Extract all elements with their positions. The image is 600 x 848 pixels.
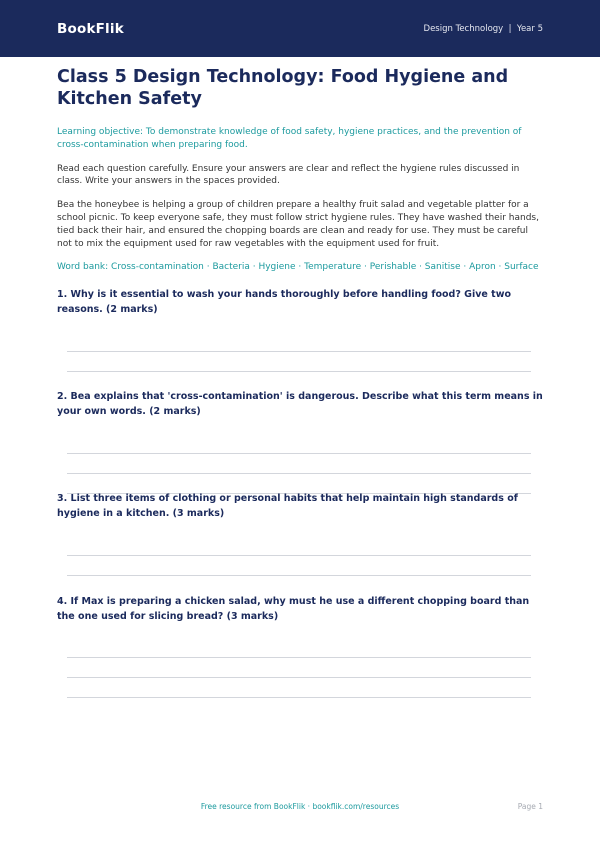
worksheet-intro [57, 66, 543, 274]
question-3 [57, 492, 543, 521]
header-bar [0, 0, 600, 57]
answer-line[interactable] [67, 575, 531, 576]
answer-line[interactable] [67, 351, 531, 352]
question-text: 2. Bea explains that 'cross-contamination' is dangerous. Describe what this term means in your own words. (2 marks) [57, 391, 543, 417]
question-1 [57, 288, 543, 317]
answer-line[interactable] [67, 677, 531, 678]
breadcrumb-subject: Design Technology [423, 23, 504, 34]
question-4 [57, 595, 543, 624]
answer-line[interactable] [67, 657, 531, 658]
answer-line[interactable] [67, 697, 531, 698]
scenario-text: Bea the honeybee is helping a group of children prepare a healthy fruit salad and vegetable platter for a school picnic. To keep everyone safe, they must follow strict hygiene rules. They have washed their hands, tied back their hair, and ensured the chopping boards are clean and ready for use. They must be careful not to mix the equipment used for raw vegetables with the equipment used for fruit. [57, 200, 539, 249]
word-bank: Word bank: Cross-contamination · Bacteria · Hygiene · Temperature · Perishable · Sanitise · Apron · Surface [57, 262, 539, 273]
breadcrumb-year: Year 5 [516, 23, 543, 34]
answer-line[interactable] [67, 371, 531, 372]
answer-line[interactable] [67, 555, 531, 556]
page-title: Class 5 Design Technology: Food Hygiene and Kitchen Safety [57, 67, 509, 109]
instructions: Read each question carefully. Ensure your answers are clear and reflect the hygiene rules discussed in class. Write your answers in the spaces provided. [57, 163, 520, 187]
breadcrumb-separator: | [508, 23, 512, 34]
brand-logo[interactable]: BookFlik [57, 20, 124, 37]
learning-objective: Learning objective: To demonstrate knowledge of food safety, hygiene practices, and the prevention of cross-contamination when preparing food. [57, 127, 522, 150]
question-text: 3. List three items of clothing or personal habits that help maintain high standards of hygiene in a kitchen. (3 marks) [57, 493, 518, 519]
answer-line[interactable] [67, 453, 531, 454]
answer-line[interactable] [67, 473, 531, 474]
page-number: Page 1 [517, 802, 543, 811]
question-2 [57, 390, 543, 419]
question-text: 4. If Max is preparing a chicken salad, why must he use a different chopping board than the one used for slicing bread? (3 marks) [57, 596, 530, 622]
breadcrumb [424, 24, 543, 34]
question-text: 1. Why is it essential to wash your hands thoroughly before handling food? Give two reasons. (2 marks) [57, 289, 512, 315]
resource-link[interactable]: Free resource from BookFlik · bookflik.com/resources [200, 802, 400, 811]
